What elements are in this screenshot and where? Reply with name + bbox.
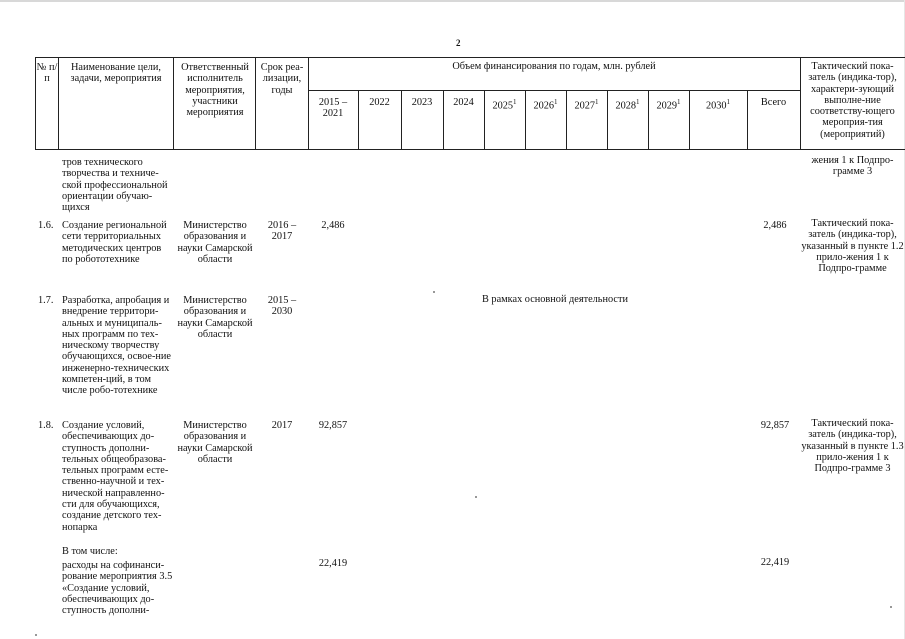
header-bottom-border [35, 149, 905, 150]
scan-speck [433, 291, 435, 293]
row-num: 1.7. [38, 295, 54, 306]
row-value-2015-2021: 2,486 [321, 220, 345, 231]
year-header-total: Всего [760, 97, 787, 108]
row-value-total: 92,857 [760, 420, 790, 431]
header-indicator: Тактический пока-затель (индика-тор), характери-зующий выполне-ние соответству-ющего мероприя-тия (мероприятий) [808, 61, 897, 140]
row-indicator: Тактический пока-затель (индика-тор), указанный в пункте 1.3 прило-жения 1 к Подпро-грамме 3 [801, 418, 904, 475]
year-header-2027: 2027$^1$ [574, 98, 599, 112]
row-indicator: жения 1 к Подпро-грамме 3 [811, 155, 894, 178]
header-name: Наименование цели, задачи, мероприятия [70, 62, 162, 85]
scan-speck [35, 634, 37, 636]
row-name: Создание условий, обеспечивающих до-ступность дополни-тельных общеобразова-тельных программ есте-ственно-научной и тех-нической направленно-сти для обучающихся, создание детского тех-нопарка [62, 420, 169, 533]
header-executor: Ответственный исполнитель мероприятия, участники мероприятия [181, 62, 249, 119]
table-top-border [35, 57, 905, 58]
row-executor: Министерство образования и науки Самарской области [177, 220, 253, 265]
year-header-2026: 2026$^1$ [533, 98, 558, 112]
year-header-2015-2021: 2015 – 2021 [318, 97, 348, 120]
year-header-2025: 2025$^1$ [492, 98, 517, 112]
row-name: тров технического творчества и техниче-ской профессиональной ориентации обучаю-щихся [62, 157, 168, 214]
row-indicator: Тактический пока-затель (индика-тор), указанный в пункте 1.2 прило-жения 1 к Подпро-грамме [801, 218, 904, 275]
row-value-total: 2,486 [763, 220, 787, 231]
header-term: Срок реа-лизации, годы [260, 62, 304, 96]
row-value-total: 22,419 [760, 557, 790, 568]
header-num: № п/п [36, 62, 58, 85]
row-name: расходы на софинанси-рование мероприятия 3.5 «Создание условий, обеспечивающих до-ступность дополни- [62, 560, 173, 617]
row-num: 1.8. [38, 420, 54, 431]
year-header-2028: 2028$^1$ [615, 98, 640, 112]
scan-speck [475, 496, 477, 498]
years-header-divider [308, 90, 800, 91]
row-name: Создание региональной сети территориальных методических центров по робототехнике [62, 220, 167, 265]
scan-top-edge [0, 0, 905, 2]
row-value-2015-2021: 22,419 [318, 558, 348, 569]
row-num: 1.6. [38, 220, 54, 231]
row-term: 2015 – 2030 [267, 295, 297, 318]
row-executor: Министерство образования и науки Самарской области [177, 295, 253, 340]
header-financing: Объем финансирования по годам, млн. рублей [452, 61, 656, 72]
row-term: 2016 – 2017 [267, 220, 297, 243]
col-rule-num [58, 57, 59, 149]
row-term: 2017 [271, 420, 293, 431]
row-value-2015-2021: 92,857 [318, 420, 348, 431]
row-name: Разработка, апробация и внедрение территори-альных и муниципаль-ных программ по тех-ническому творчеству обучающихся, освое-ние инженерно-технических компетен-ций, в том числе робо-тотехнике [62, 295, 171, 397]
col-rule-executor [255, 57, 256, 149]
year-header-2023: 2023 [411, 97, 433, 108]
page-number: 2 [456, 38, 461, 48]
year-header-2030: 2030$^1$ [705, 98, 731, 112]
year-header-2024: 2024 [453, 97, 474, 108]
row-span-note: В рамках основной деятельности [481, 294, 628, 305]
year-header-2029: 2029$^1$ [656, 98, 681, 112]
row-name: В том числе: [62, 546, 118, 557]
row-executor: Министерство образования и науки Самарской области [177, 420, 253, 465]
col-rule-name [173, 57, 174, 149]
scan-speck [890, 606, 892, 608]
year-header-2022: 2022 [369, 97, 390, 108]
